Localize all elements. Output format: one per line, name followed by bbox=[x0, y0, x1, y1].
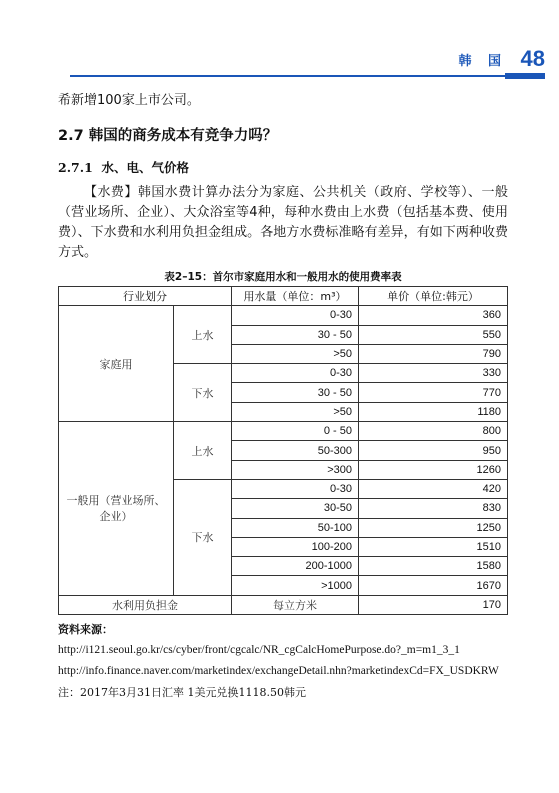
source-url[interactable]: http://i121.seoul.go.kr/cs/cyber/front/cgcalc/NR_cgCalcHomePurpose.do?_m=m1_3_1 bbox=[58, 644, 460, 657]
table-row bbox=[59, 595, 508, 614]
header-price: 单价（单位:韩元） bbox=[359, 287, 508, 306]
page-content bbox=[58, 90, 508, 703]
water-fee-paragraph: 【水费】韩国水费计算办法分为家庭、公共机关（政府、学校等）、一般（营业场所、企业）、大众浴室等4种，每种水费由上水费（包括基本费、使用费）、下水费和水利用负担金组成。各地方水费标准略有差异，有如下两种收费方式。 bbox=[58, 185, 508, 260]
header-country: 韩 国 bbox=[458, 54, 507, 69]
unit-price: 330 bbox=[359, 364, 508, 383]
unit-price: 550 bbox=[359, 325, 508, 344]
subsection-number: 2.7.1 bbox=[58, 160, 93, 175]
usage-range: 30 - 50 bbox=[232, 325, 359, 344]
unit-price: 1670 bbox=[359, 576, 508, 595]
unit-price: 830 bbox=[359, 499, 508, 518]
exchange-rate-note: 注：2017年3月31日汇率 1美元兑换1118.50韩元 bbox=[58, 686, 306, 700]
sources-block bbox=[58, 619, 508, 703]
usage-range: >50 bbox=[232, 402, 359, 421]
header-rule bbox=[70, 75, 545, 77]
unit-price: 1180 bbox=[359, 402, 508, 421]
header-usage: 用水量（单位：m³） bbox=[232, 287, 359, 306]
unit-price: 1250 bbox=[359, 518, 508, 537]
section-title bbox=[58, 125, 508, 147]
usage-range: 50-300 bbox=[232, 441, 359, 460]
page-number: 48 bbox=[520, 46, 545, 71]
table-row bbox=[59, 422, 508, 441]
table-caption: 表2–15：首尔市家庭用水和一般用水的使用费率表 bbox=[164, 271, 402, 283]
usage-range: 200-1000 bbox=[232, 557, 359, 576]
table-header-row bbox=[59, 287, 508, 306]
sub-household-sewer: 下水 bbox=[174, 364, 232, 422]
unit-price: 170 bbox=[359, 595, 508, 614]
usage-range: 50-100 bbox=[232, 518, 359, 537]
usage-range: >50 bbox=[232, 344, 359, 363]
unit-price: 1510 bbox=[359, 537, 508, 556]
water-rate-table bbox=[58, 286, 508, 615]
subsection-title bbox=[58, 157, 508, 179]
unit-price: 1580 bbox=[359, 557, 508, 576]
sub-general-supply: 上水 bbox=[174, 422, 232, 480]
unit-price: 360 bbox=[359, 306, 508, 325]
unit-price: 1260 bbox=[359, 460, 508, 479]
usage-range: 30-50 bbox=[232, 499, 359, 518]
sources-label: 资料来源： bbox=[58, 623, 113, 637]
usage-range: >300 bbox=[232, 460, 359, 479]
unit-price: 800 bbox=[359, 422, 508, 441]
unit-price: 790 bbox=[359, 344, 508, 363]
unit-price: 420 bbox=[359, 479, 508, 498]
usage-range: 100-200 bbox=[232, 537, 359, 556]
usage-range: 0-30 bbox=[232, 479, 359, 498]
section-number: 2.7 bbox=[58, 128, 84, 144]
category-general: 一般用（营业场所、企业） bbox=[59, 422, 174, 596]
usage-range: 0 - 50 bbox=[232, 422, 359, 441]
water-charge-unit: 每立方米 bbox=[232, 595, 359, 614]
subsection-title-text: 水、电、气价格 bbox=[101, 160, 190, 175]
source-url[interactable]: http://info.finance.naver.com/marketindex/exchangeDetail.nhn?marketindexCd=FX_USDKRW bbox=[58, 665, 499, 678]
unit-price: 770 bbox=[359, 383, 508, 402]
unit-price: 950 bbox=[359, 441, 508, 460]
table-row bbox=[59, 306, 508, 325]
sub-household-supply: 上水 bbox=[174, 306, 232, 364]
header-rule-cap bbox=[505, 73, 545, 79]
sub-general-sewer: 下水 bbox=[174, 479, 232, 595]
section-title-text: 韩国的商务成本有竞争力吗？ bbox=[88, 128, 278, 144]
continuation-text: 希新增100家上市公司。 bbox=[58, 93, 200, 108]
usage-range: 0-30 bbox=[232, 306, 359, 325]
page-header bbox=[0, 0, 559, 90]
usage-range: 0-30 bbox=[232, 364, 359, 383]
header-category: 行业划分 bbox=[59, 287, 232, 306]
category-water-charge: 水利用负担金 bbox=[59, 595, 232, 614]
usage-range: 30 - 50 bbox=[232, 383, 359, 402]
usage-range: >1000 bbox=[232, 576, 359, 595]
category-household: 家庭用 bbox=[59, 306, 174, 422]
